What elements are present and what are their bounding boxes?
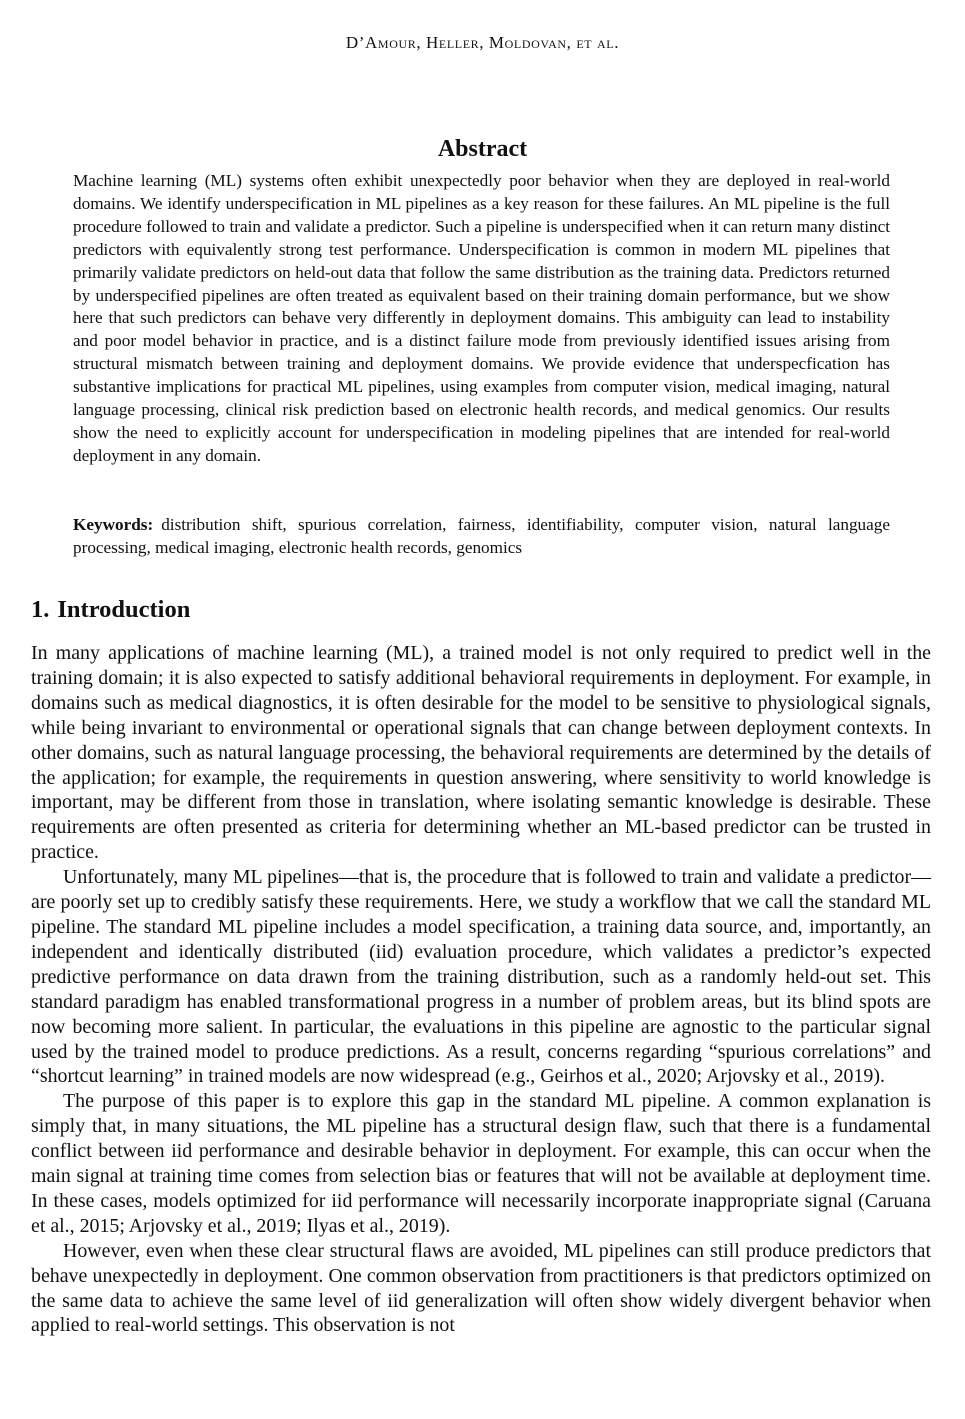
paragraph: The purpose of this paper is to explore this gap in the standard ML pipeline. A common explanation is simply that, in many situations, the ML pipeline has a structural design flaw, such that there is a fundamental conflict between iid performance and desirable behavior in deployment. For example, this can occur when the main signal at training time comes from selection bias or features that will not be available at deployment time. In these cases, models optimized for iid performance will necessarily incorporate inappropriate signal (Caruana et al., 2015; Arjovsky et al., 2019; Ilyas et al., 2019). — [31, 1090, 931, 1237]
introduction-body — [31, 641, 931, 1338]
abstract-body: Machine learning (ML) systems often exhibit unexpectedly poor behavior when they are deployed in real-world domains. We identify underspecification in ML pipelines as a key reason for these failures. An ML pipeline is the full procedure followed to train and validate a predictor. Such a pipeline is underspecified when it can return many distinct predictors with equivalently strong test performance. Underspecification is common in modern ML pipelines that primarily validate predictors on held-out data that follow the same distribution as the training data. Predictors returned by underspecified pipelines are often treated as equivalent based on their training domain performance, but we show here that such predictors can behave very differently in deployment domains. This ambiguity can lead to instability and poor model behavior in practice, and is a distinct failure mode from previously identified issues arising from structural mismatch between training and deployment domains. We provide evidence that underspecfication has substantive implications for practical ML pipelines, using examples from computer vision, medical imaging, natural language processing, clinical risk prediction based on electronic health records, and medical genomics. Our results show the need to explicitly account for underspecification in modeling pipelines that are intended for real-world deployment in any domain. — [73, 171, 890, 465]
keywords — [73, 514, 890, 560]
paragraph: In many applications of machine learning (ML), a trained model is not only required to predict well in the training domain; it is also expected to satisfy additional behavioral requirements in deployment. For example, in domains such as medical diagnostics, it is often desirable for the model to be sensitive to physiological signals, while being invariant to environmental or operational signals that can change between deployment contexts. In other domains, such as natural language processing, the behavioral requirements are determined by the details of the application; for example, the requirements in question answering, where sensitivity to world knowledge is important, may be different from those in translation, where isolating semantic knowledge is desirable. These requirements are often presented as criteria for determining whether an ML-based predictor can be trusted in practice. — [31, 642, 931, 864]
keywords-label: Keywords: — [73, 515, 154, 534]
section-number: 1. — [31, 596, 50, 623]
abstract-title: Abstract — [437, 136, 528, 162]
paragraph: Unfortunately, many ML pipelines—that is, the procedure that is followed to train and validate a predictor—are poorly set up to credibly satisfy these requirements. Here, we study a workflow that we call the standard ML pipeline. The standard ML pipeline includes a model specification, a training data source, and, importantly, an independent and identically distributed (iid) evaluation procedure, which validates a predictor’s expected predictive performance on data drawn from the training distribution, such as a randomly held-out set. This standard paradigm has enabled transformational progress in a number of problem areas, but its blind spots are now becoming more salient. In particular, the evaluations in this pipeline are agnostic to the particular signal used by the trained model to produce predictions. As a result, concerns regarding “spurious correlations” and “shortcut learning” in trained models are now widespread (e.g., Geirhos et al., 2020; Arjovsky et al., 2019). — [31, 866, 931, 1088]
running-head: D’Amour, Heller, Moldovan, et al. — [345, 33, 620, 52]
section-heading — [31, 596, 190, 624]
section-title: Introduction — [57, 596, 191, 623]
keywords-list: distribution shift, spurious correlation, fairness, identifiability, computer vision, natural language processing, medical imaging, electronic health records, genomics — [73, 515, 890, 557]
paragraph: However, even when these clear structural flaws are avoided, ML pipelines can still produce predictors that behave unexpectedly in deployment. One common observation from practitioners is that predictors optimized on the same data to achieve the same level of iid generalization will often show widely divergent behavior when applied to real-world settings. This observation is not — [31, 1239, 931, 1337]
